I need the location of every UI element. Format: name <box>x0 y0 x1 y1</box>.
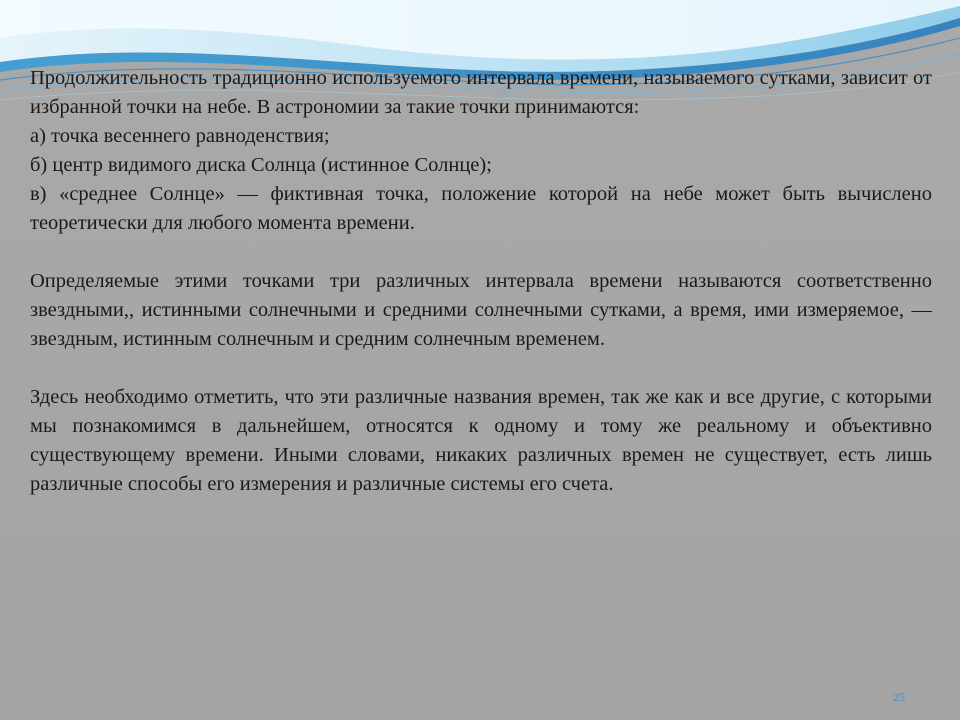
paragraph-intervals: Определяемые этими точками три различных интервала времени называются соответственно звездными,, истинными солнечными и средними солнечными сутками, а время, ими измеряемое, — звездным, истинным солнечным и средним солнечным временем. <box>30 270 932 350</box>
list-item-a: а) точка весеннего равноденствия; <box>30 125 330 147</box>
paragraph-intro: Продолжительность традиционно используемого интервала времени, называемого сутками, зависит от избранной точки на небе. В астрономии за такие точки принимаются: <box>30 67 932 118</box>
list-item-b: б) центр видимого диска Солнца (истинное Солнце); <box>30 154 492 176</box>
slide-body <box>30 64 932 499</box>
paragraph-definition <box>30 64 932 238</box>
paragraph-note: Здесь необходимо отметить, что эти различные названия времен, так же как и все другие, с которыми мы познакомимся в дальнейшем, относятся к одному и тому же реальному и объективно существующему времени. Иными словами, никаких различных времен не существует, есть лишь различные способы его измерения и различные системы его счета. <box>30 386 932 495</box>
list-item-c: в) «среднее Солнце» — фиктивная точка, положение которой на небе может быть вычислено теоретически для любого момента времени. <box>30 183 932 234</box>
page-number: 25 <box>893 690 905 704</box>
